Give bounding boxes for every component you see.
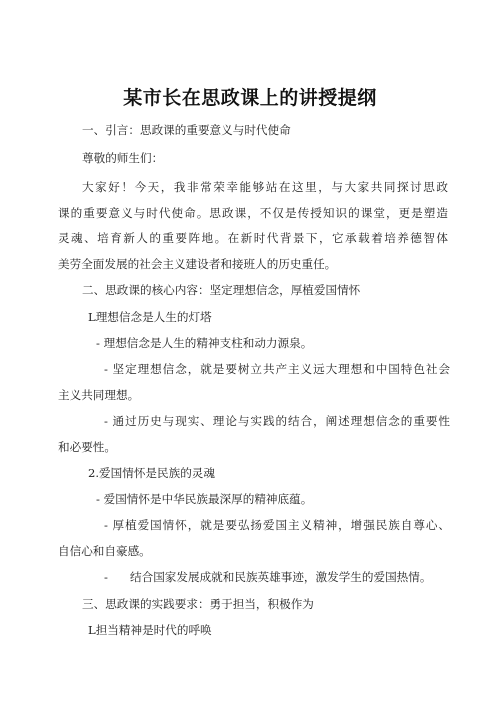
section-heading-1: 一、引言：思政课的重要意义与时代使命: [82, 123, 291, 137]
paragraph-line: 灵魂、培育新人的重要阵地。在新时代背景下，它承载着培养德智体: [58, 231, 448, 245]
bullet-item: - 厚植爱国情怀，就是要弘扬爱国主义精神，增强民族自尊心、: [104, 518, 450, 532]
bullet-continuation: 主义共同理想。: [58, 388, 140, 402]
bullet-item: - 通过历史与现实、理论与实践的结合，阐述理想信念的重要性: [104, 414, 450, 428]
paragraph-line: 美劳全面发展的社会主义建设者和接班人的历史重任。: [58, 257, 337, 271]
subheading: L担当精神是时代的呼唤: [88, 623, 212, 637]
bullet-item: - 爱国情怀是中华民族最深厚的精神底蕴。: [96, 492, 313, 506]
paragraph-line: 大家好！今天，我非常荣幸能够站在这里，与大家共同探讨思政: [82, 180, 448, 194]
bullet-continuation: 自信心和自豪感。: [58, 544, 151, 558]
bullet-item: - 结合国家发展成就和民族英雄事迹，激发学生的爱国热情。: [104, 570, 432, 584]
section-heading-3: 三、思政课的实践要求：勇于担当，积极作为: [82, 597, 314, 611]
section-heading-2: 二、思政课的核心内容：坚定理想信念，厚植爱国情怀: [82, 283, 361, 297]
salutation: 尊敬的师生们：: [82, 151, 164, 165]
subheading: L理想信念是人生的灯塔: [88, 310, 212, 324]
bullet-continuation: 和必要性。: [58, 440, 116, 454]
bullet-item: - 理想信念是人生的精神支柱和动力源泉。: [96, 336, 313, 350]
document-title: 某市长在思政课上的讲授提纲: [123, 87, 377, 109]
subheading: 2.爱国情怀是民族的灵魂: [88, 466, 215, 480]
paragraph-line: 课的重要意义与时代使命。思政课，不仅是传授知识的课堂，更是塑造: [58, 206, 448, 220]
bullet-item: - 坚定理想信念，就是要树立共产主义远大理想和中国特色社会: [104, 362, 450, 376]
